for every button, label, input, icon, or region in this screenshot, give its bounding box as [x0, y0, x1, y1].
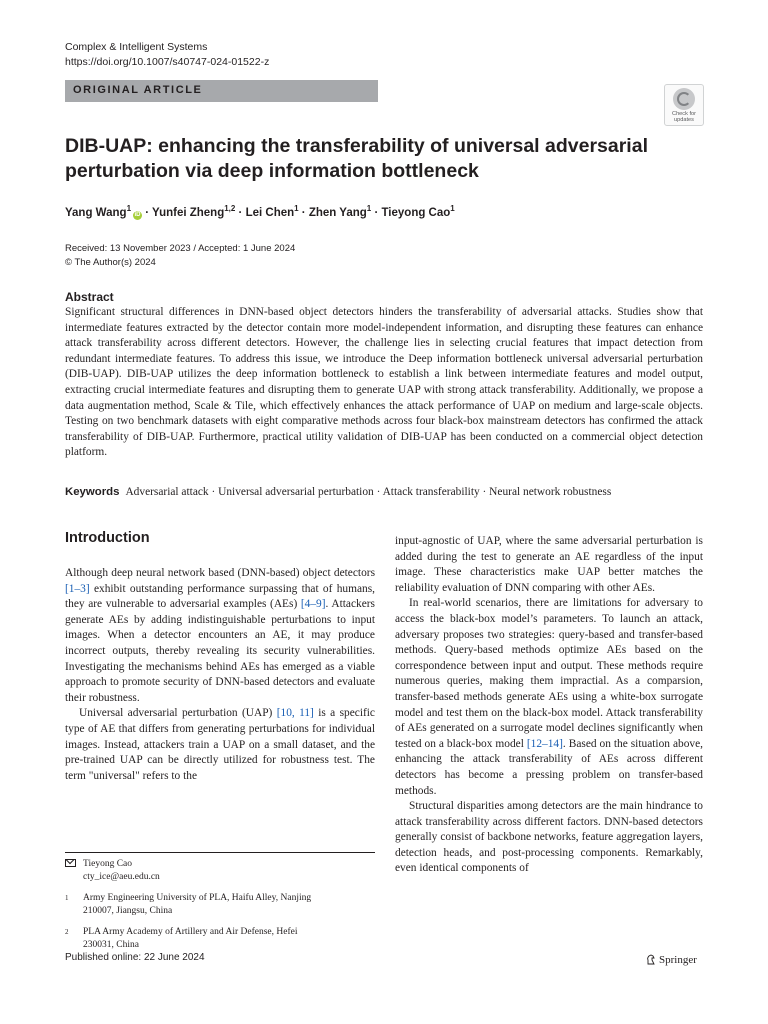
author-separator: · — [371, 206, 382, 219]
text-run: Although deep neural network based (DNN-based) object detectors — [65, 567, 375, 579]
article-type-label: ORIGINAL ARTICLE — [73, 84, 203, 96]
author-separator: · — [235, 206, 246, 219]
text-run: Universal adversarial perturbation (UAP) — [79, 707, 277, 720]
citation-link[interactable]: [1–3] — [65, 582, 90, 595]
doi-link[interactable]: https://doi.org/10.1007/s40747-024-01522-z — [65, 56, 270, 68]
check-updates-line1: Check for — [672, 111, 696, 117]
corresponding-email[interactable]: cty_ice@aeu.edu.cn — [83, 872, 160, 882]
keywords-label: Keywords — [65, 486, 120, 498]
author-separator: · — [298, 206, 309, 219]
author-affil: 1 — [450, 204, 455, 213]
paper-title: DIB-UAP: enhancing the transferability of universal adversarial perturbation via deep information bottleneck — [65, 135, 648, 182]
introduction-heading: Introduction — [65, 530, 150, 546]
citation-link[interactable]: [12–14] — [526, 737, 563, 750]
author-separator: · — [142, 206, 153, 219]
published-date: Published online: 22 June 2024 — [65, 952, 205, 963]
journal-name: Complex & Intelligent Systems — [65, 41, 208, 53]
affiliation-1 — [65, 892, 375, 918]
corresponding-name: Tieyong Cao — [83, 859, 133, 869]
author-affil: 1 — [126, 204, 132, 213]
text-run: is a specific type of AE that differs from generating perturbations for individual images. Instead, attackers train a UAP on a small dataset, and the pre-trained UAP can be directly utilized for robustness test. The term "universal" refers to the — [65, 707, 375, 782]
abstract-heading: Abstract — [65, 290, 114, 304]
copyright: © The Author(s) 2024 — [65, 257, 156, 268]
author-name[interactable]: Zhen Yang — [308, 206, 367, 219]
citation-link[interactable]: [4–9] — [300, 598, 326, 611]
article-type-bar — [65, 80, 378, 102]
text-run: exhibit outstanding performance surpassing that of humans, they are vulnerable to adversarial examples (AEs) — [65, 582, 375, 611]
left-column — [65, 566, 375, 784]
affiliation-2 — [65, 926, 375, 952]
envelope-icon — [65, 859, 76, 867]
abstract-text: Significant structural differences in DNN-based object detectors hinders the transferability of adversarial attacks. Studies show that intermediate features extracted by the detector contain more model-independent information, and disrupting these features can enhance attack transferability across different detectors. However, the challenge lies in selecting crucial features that impact detection from redundant intermediate features. To address this issue, we introduce the Deep information bottleneck universal adversarial perturbation (DIB-UAP). DIB-UAP utilizes the deep information bottleneck to establish a link between intermediate features and model output, extracting crucial intermediate features and disrupting them to generate UAP with strong attack transferability. Additionally, we propose a data augmentation method, Scale & Tile, which effectively enhances the attack performance of UAP on medium and large-scale objects. Testing on two benchmark datasets with eight comparative methods across four black-box mainstream detectors has confirmed the attack transferability of DIB-UAP. Furthermore, practical utility validation of DIB-UAP has been conducted on a commercial object detection platform. — [65, 306, 703, 459]
text-run: . Attackers generate AEs by adding indistinguishable perturbations to input images. When a detector encounters an AE, it may produce incorrect outputs, thereby revealing its security vulnerabilities. Investigating the mechanisms behind AEs has emerged as a viable approach to promote security of DNN-based detectors and evaluate their robustness. — [65, 598, 375, 704]
check-for-updates-icon[interactable] — [664, 84, 704, 126]
right-column — [395, 534, 703, 877]
affiliation-mark: 1 — [65, 894, 69, 902]
affiliation-line: 230031, China — [83, 940, 139, 950]
check-updates-line2: updates — [674, 117, 694, 123]
paragraph: input-agnostic of UAP, where the same adversarial perturbation is added during the test to generate an AE regardless of the input image. These characteristics make UAP better matches the reliability evaluation of DNN comparing with other AEs. — [395, 535, 703, 594]
author-name[interactable]: Tieyong Cao — [381, 206, 451, 219]
journal-header — [65, 40, 269, 70]
affiliation-line: 210007, Jiangsu, China — [83, 906, 173, 916]
publisher-name: Springer — [659, 954, 697, 966]
author-name[interactable]: Lei Chen — [245, 206, 295, 219]
affiliation-mark: 2 — [65, 928, 69, 936]
paragraph — [65, 566, 375, 706]
corresponding-author — [65, 858, 375, 884]
author-affil: 1 — [366, 204, 372, 213]
author-affil: 1 — [294, 204, 299, 213]
author-name[interactable]: Yang Wang — [65, 206, 127, 219]
footnote-divider — [65, 852, 375, 853]
paragraph: Structural disparities among detectors are the main hindrance to attack transferability across different factors. DNN-based detectors generally consist of backbone networks, feature aggregation layers, detection heads, and post-processing components. Remarkably, even identical components of — [395, 800, 703, 875]
affiliation-line: Army Engineering University of PLA, Haifu Alley, Nanjing — [83, 893, 312, 903]
article-dates — [65, 242, 295, 270]
text-run: . Based on the situation above, enhancing the attack transferability of AEs across different detectors has become a pressing problem on transfer-based methods. — [395, 737, 703, 797]
publisher-logo — [646, 952, 697, 966]
citation-link[interactable]: [10, 11] — [276, 707, 314, 720]
footnotes — [65, 858, 375, 960]
author-list — [65, 204, 455, 220]
springer-horse-icon — [646, 954, 656, 965]
text-run: In real-world scenarios, there are limitations for adversary to access the black-box model’s parameters. To launch an attack, adversary proposes two strategies: query-based and transfer-based methods. Query-based methods optimize AEs based on the correspondence between input and output. These methods require numerous queries, making them impractial. As a comparsion, transfer-based methods generate AEs using a white-box surrogate model and test them on the black-box model. Attack transferability of AEs generated on a surrogate model declines significantly when tested on a black-box model — [395, 597, 703, 750]
paragraph — [65, 706, 375, 784]
affiliation-line: PLA Army Academy of Artillery and Air Defense, Hefei — [83, 927, 298, 937]
check-updates-disc — [673, 88, 695, 110]
author-affil: 1,2 — [224, 204, 236, 213]
keywords — [65, 486, 725, 498]
author-name[interactable]: Yunfei Zheng — [152, 206, 225, 219]
keywords-text: Adversarial attack · Universal adversarial perturbation · Attack transferability · Neural network robustness — [125, 486, 612, 498]
paragraph — [395, 596, 703, 799]
orcid-icon[interactable]: iD — [134, 211, 141, 218]
received-accepted: Received: 13 November 2023 / Accepted: 1 June 2024 — [65, 243, 296, 254]
